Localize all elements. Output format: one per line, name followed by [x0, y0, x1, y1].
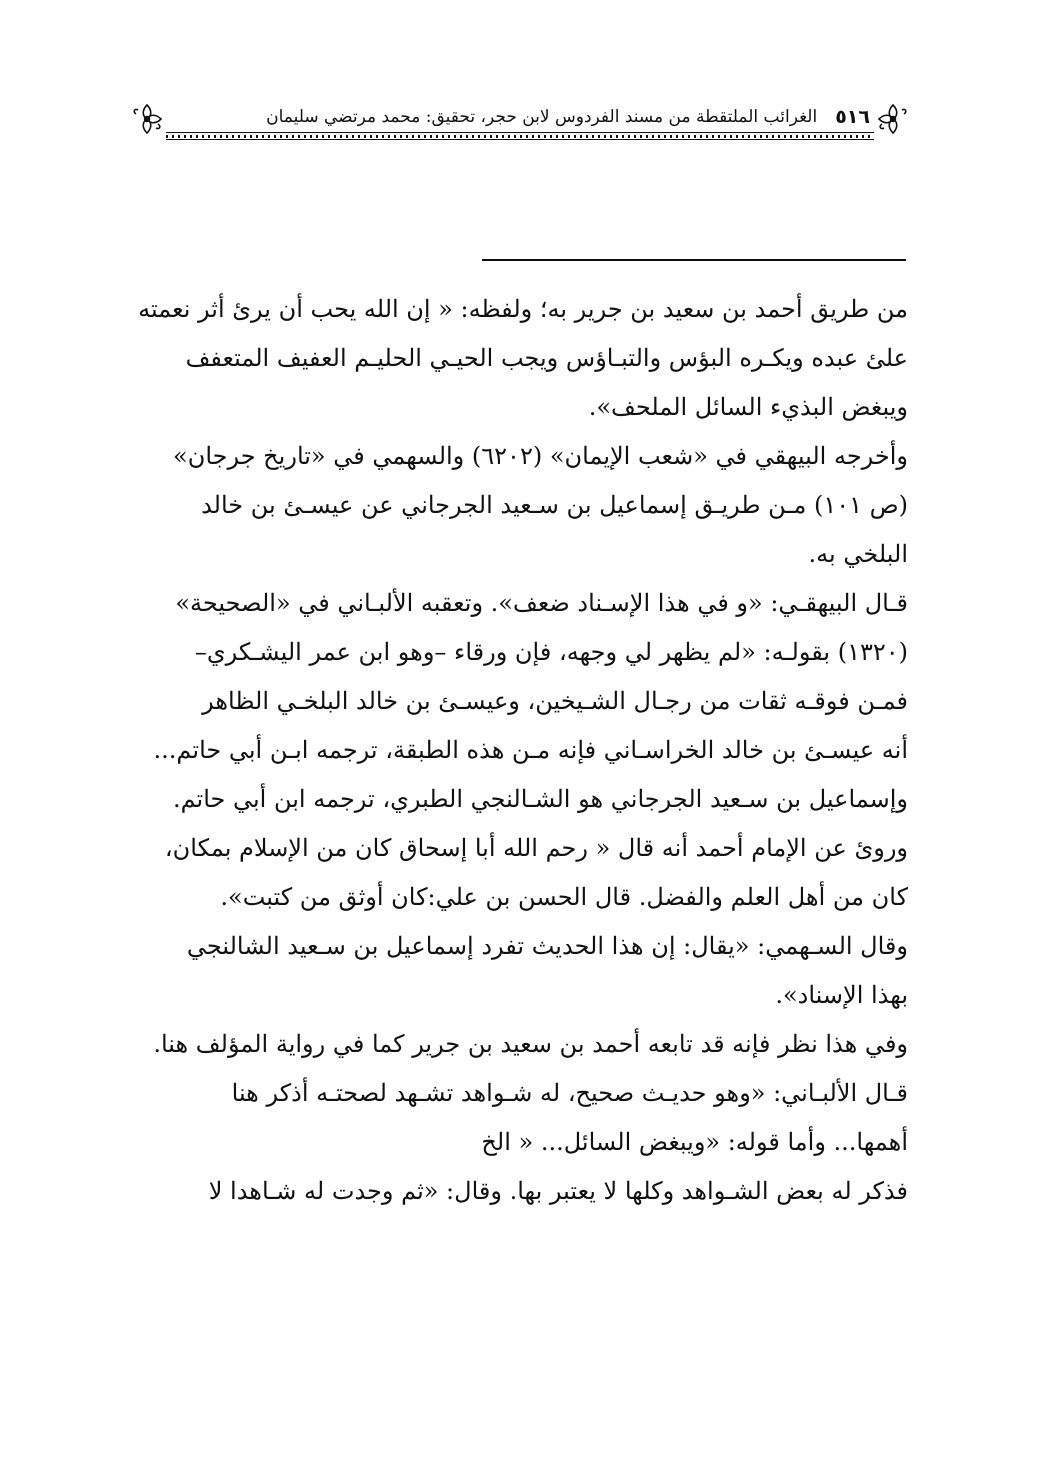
text-line: علئ عبده ويكـره البؤس والتبـاؤس ويجب الحيـي الحليـم العفيف المتعفف [185, 344, 908, 372]
text-line: (١٣٢٠) بقولـه: «لم يظهر لي وجهه، فإن ورقاء –وهو ابن عمر اليشـكري– [194, 638, 908, 666]
floral-ornament-icon [876, 102, 910, 136]
text-line: ويبغض البذيء السائل الملحف». [588, 393, 908, 421]
text-line: كان من أهل العلم والفضل. قال الحسن بن علي:كان أوثق من كتبت». [220, 883, 908, 911]
text-line: وأخرجه البيهقي في «شعب الإيمان» (٦٢٠٢) والسهمي في «تاريخ جرجان» [173, 442, 908, 470]
text-line: قـال الألبـاني: «وهو حديـث صحيح، له شـواهد تشـهد لصحتـه أذكر هنا [231, 1079, 908, 1107]
text-line: فذكر له بعض الشـواهد وكلها لا يعتبر بها. وقال: «ثم وجدت له شـاهدا لا [208, 1177, 908, 1205]
text-line: وقال السـهمي: «يقال: إن هذا الحديث تفرد إسماعيل بن سـعيد الشالنجي [186, 932, 908, 960]
text-line: البلخي به. [808, 540, 908, 568]
page-header [130, 98, 910, 148]
text-line: من طريق أحمد بن سعيد بن جرير به؛ ولفظه: « إن الله يحب أن يرئ أثر نعمته [138, 295, 908, 323]
text-line: (ص ١٠١) مـن طريـق إسماعيل بن سـعيد الجرجاني عن عيسـئ بن خالد [201, 491, 908, 519]
page-number: ٥١٦ [835, 106, 870, 128]
footnote-separator-rule [482, 259, 906, 261]
running-title: الغرائب الملتقطة من مسند الفردوس لابن حجر، تحقيق: محمد مرتضي سليمان [266, 107, 818, 127]
floral-ornament-icon [130, 102, 164, 136]
header-text-row [170, 104, 870, 130]
text-line: قـال البيهقـي: «و في هذا الإسـناد ضعف». وتعقبه الألبـاني في «الصحيحة» [175, 589, 908, 617]
text-line: فمـن فوقـه ثقات من رجـال الشـيخين، وعيسـئ بن خالد البلخـي الظاهر [202, 687, 908, 715]
text-line: أهمها... وأما قوله: «ويبغض السائل... « الخ [481, 1128, 908, 1156]
text-line: وفي هذا نظر فإنه قد تابعه أحمد بن سعيد بن جرير كما في رواية المؤلف هنا. [153, 1030, 908, 1058]
header-decorative-band [166, 132, 874, 140]
text-line: وإسماعيل بن سـعيد الجرجاني هو الشـالنجي الطبري، ترجمه ابن أبي حاتم. [172, 785, 908, 813]
footnote-text-body [132, 285, 908, 1216]
text-line: بهذا الإسناد». [775, 981, 908, 1009]
text-line: وروئ عن الإمام أحمد أنه قال « رحم الله أبا إسحاق كان من الإسلام بمكان، [164, 834, 908, 862]
text-line: أنه عيسـئ بن خالد الخراسـاني فإنه مـن هذه الطبقة، ترجمه ابـن أبي حاتم... [153, 736, 908, 764]
